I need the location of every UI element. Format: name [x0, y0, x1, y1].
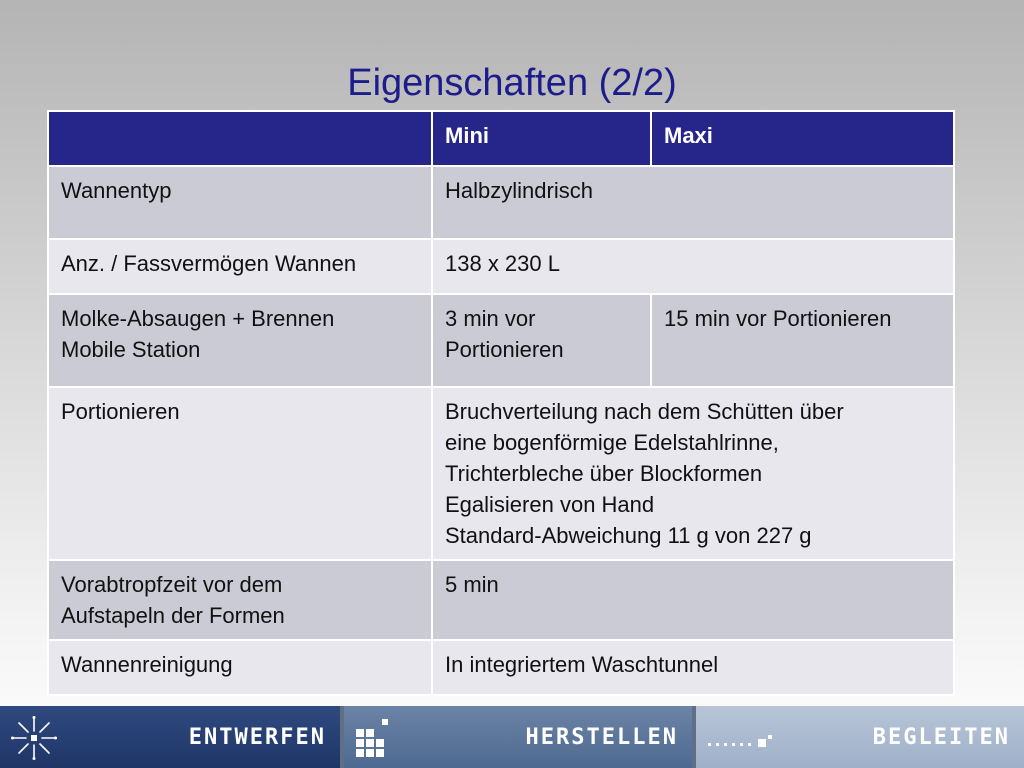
slide-title: Eigenschaften (2/2)	[347, 62, 677, 104]
table-row-anzahl	[48, 239, 954, 294]
footer-item-herstellen[interactable]	[344, 706, 692, 768]
value-line: Trichterbleche über Blockformen	[445, 461, 763, 486]
row-label-line: Mobile Station	[61, 337, 201, 362]
header-cell-empty	[48, 111, 432, 166]
row-value-maxi: 15 min vor Portionieren	[651, 294, 954, 387]
footer-nav	[0, 706, 1024, 768]
footer-label: BEGLEITEN	[872, 725, 1010, 750]
table-row-wannenreinigung	[48, 640, 954, 695]
table-row-vorabtropfzeit	[48, 560, 954, 640]
row-label-line: Molke-Absaugen + Brennen	[61, 306, 335, 331]
value-line: 3 min vor	[445, 306, 536, 331]
row-label: Portionieren	[48, 387, 432, 560]
row-value: 138 x 230 L	[432, 239, 954, 294]
row-label-line: Aufstapeln der Formen	[61, 603, 285, 628]
dotted-line-icon	[706, 715, 776, 764]
footer-label: ENTWERFEN	[188, 725, 326, 750]
table-row-wannentyp	[48, 166, 954, 239]
row-value: 5 min	[432, 560, 954, 640]
row-label	[48, 560, 432, 640]
table-row-portionieren	[48, 387, 954, 560]
header-cell-mini: Mini	[432, 111, 651, 166]
footer-item-entwerfen[interactable]	[0, 706, 340, 768]
value-line: Portionieren	[445, 337, 564, 362]
row-label-line: Vorabtropfzeit vor dem	[61, 572, 283, 597]
value-line: eine bogenförmige Edelstahlrinne,	[445, 430, 779, 455]
row-value: In integriertem Waschtunnel	[432, 640, 954, 695]
value-line: Standard-Abweichung 11 g von 227 g	[445, 523, 812, 548]
properties-table	[47, 110, 955, 696]
row-label: Anz. / Fassvermögen Wannen	[48, 239, 432, 294]
header-cell-maxi: Maxi	[651, 111, 954, 166]
footer-item-begleiten[interactable]	[696, 706, 1024, 768]
footer-label: HERSTELLEN	[525, 725, 678, 750]
row-label: Wannenreinigung	[48, 640, 432, 695]
value-line: Egalisieren von Hand	[445, 492, 655, 517]
table-header-row	[48, 111, 954, 166]
row-value-mini	[432, 294, 651, 387]
starburst-icon	[10, 715, 58, 766]
row-label: Wannentyp	[48, 166, 432, 239]
row-label	[48, 294, 432, 387]
row-value: Halbzylindrisch	[432, 166, 954, 239]
value-line: Bruchverteilung nach dem Schütten über	[445, 399, 844, 424]
table-row-molke	[48, 294, 954, 387]
block-grid-icon	[354, 715, 394, 764]
row-value	[432, 387, 954, 560]
